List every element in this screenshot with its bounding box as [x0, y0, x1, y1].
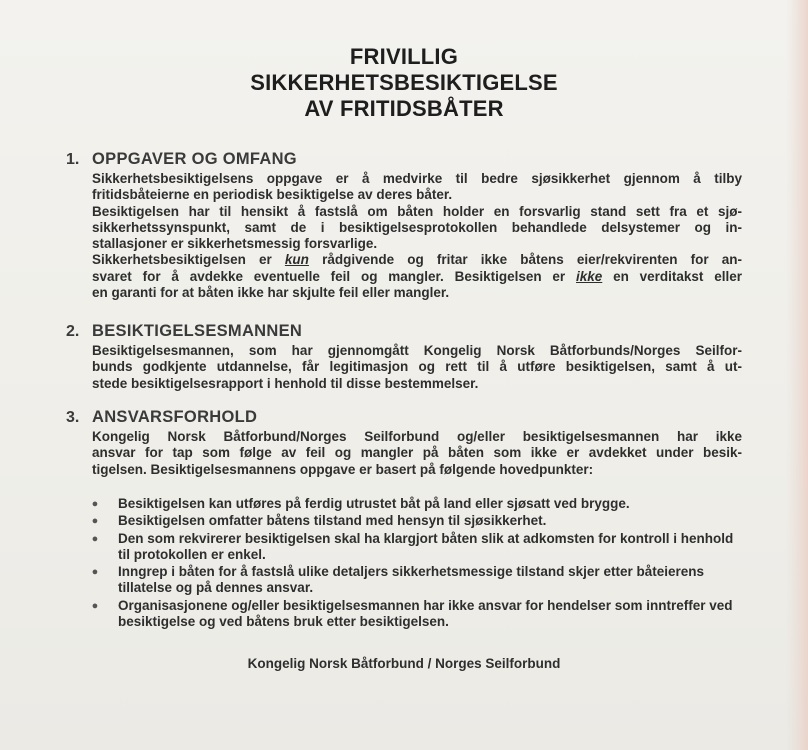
title-line-1: FRIVILLIG	[349, 44, 459, 69]
section-1-line: fritidsbåteierne en periodisk besiktigelse av deres båter.	[92, 187, 453, 203]
document-title	[0, 44, 808, 122]
bullet-icon: ●	[91, 599, 99, 612]
section-3-line: ansvar for tap som følge av feil og mangler på båten som ikke er avdekket under besik-	[92, 445, 742, 461]
text-run: rådgivende og fritar ikke båtens eier/rekvirenten for an-	[308, 252, 743, 268]
list-item-text: Inngrep i båten for å fastslå ulike detaljers sikkerhetsmessige tilstand skjer etter båteierens tillatelse og på dennes ansvar.	[118, 564, 704, 596]
document-footer: Kongelig Norsk Båtforbund / Norges Seilforbund	[247, 656, 561, 671]
list-item-text: Besiktigelsen kan utføres på ferdig utrustet båt på land eller sjøsatt ved brygge.	[118, 496, 630, 511]
section-1-line: Sikkerhetsbesiktigelsens oppgave er å medvirke til bedre sjøsikkerhet gjennom å tilby	[92, 171, 742, 186]
section-2-body	[92, 343, 742, 392]
section-3-line: tigelsen. Besiktigelsesmannens oppgave er basert på følgende hovedpunkter:	[92, 461, 594, 477]
list-item	[88, 513, 744, 529]
list-item	[88, 496, 744, 512]
emphasis-kun: kun	[284, 252, 309, 268]
title-line-3: AV FRITIDSBÅTER	[304, 96, 504, 121]
section-1-heading: OPPGAVER OG OMFANG	[92, 150, 297, 168]
section-1-line: Besiktigelsen har til hensikt å fastslå om båten holder en forsvarlig stand sett fra et sjø-	[92, 203, 742, 219]
list-item-text: Organisasjonene og/eller besiktigelsesmannen har ikke ansvar for hendelser som inntreffer ved besiktigelse og ved båtens bruk etter besiktigelsen.	[118, 597, 733, 630]
section-2-line: Besiktigelsesmannen, som har gjennomgått Kongelig Norsk Båtforbunds/Norges Seilfor-	[92, 343, 742, 358]
section-2-heading: BESIKTIGELSESMANNEN	[92, 322, 303, 340]
text-run: svaret for å avdekke eventuelle feil og mangler. Besiktigelsen er	[92, 268, 576, 284]
list-item	[88, 598, 744, 631]
section-1-body	[92, 171, 742, 301]
section-1-line	[92, 269, 742, 285]
list-item	[88, 531, 744, 564]
section-1-number: 1.	[66, 151, 80, 168]
bleed-through-handwriting	[640, 2, 648, 32]
section-3-number: 3.	[66, 409, 80, 426]
section-1-line: en garanti for at båten ikke har skjulte feil eller mangler.	[92, 285, 450, 301]
section-1-line: sikkerhetssynspunkt, samt de i besiktigelsesprotokollen behandlede delsystemer og in-	[92, 219, 742, 235]
list-item-text: Besiktigelsen omfatter båtens tilstand med hensyn til sjøsikkerhet.	[118, 513, 547, 529]
section-3-bullet-list	[88, 496, 744, 631]
list-item-text: Den som rekvirerer besiktigelsen skal ha klargjort båten slik at adkomsten for kontroll i henhold til protokollen er enkel.	[118, 530, 734, 562]
section-2-line: bunds godkjente utdannelse, får legitimasjon og rett til å utføre besiktigelsen, samt å ut-	[92, 359, 742, 375]
bullet-icon: ●	[91, 498, 99, 510]
emphasis-ikke: ikke	[576, 268, 603, 284]
list-item	[88, 564, 744, 597]
section-1-line: stallasjoner er sikkerhetsmessig forsvarlige.	[92, 236, 378, 252]
section-3-heading: ANSVARSFORHOLD	[92, 408, 258, 426]
section-3-body	[92, 429, 742, 478]
bullet-icon: ●	[91, 532, 99, 545]
bullet-icon: ●	[91, 515, 99, 528]
section-2-number: 2.	[66, 323, 80, 340]
title-line-2: SIKKERHETSBESIKTIGELSE	[250, 70, 558, 95]
bullet-icon: ●	[91, 566, 99, 579]
section-1-line	[92, 252, 742, 268]
section-2-line: stede besiktigelsesrapport i henhold til disse bestemmelser.	[92, 375, 479, 391]
text-run: Sikkerhetsbesiktigelsen er	[92, 252, 285, 268]
text-run: en verditakst eller	[602, 268, 743, 284]
section-3-line: Kongelig Norsk Båtforbund/Norges Seilforbund og/eller besiktigelsesmannen har ikke	[92, 429, 742, 444]
